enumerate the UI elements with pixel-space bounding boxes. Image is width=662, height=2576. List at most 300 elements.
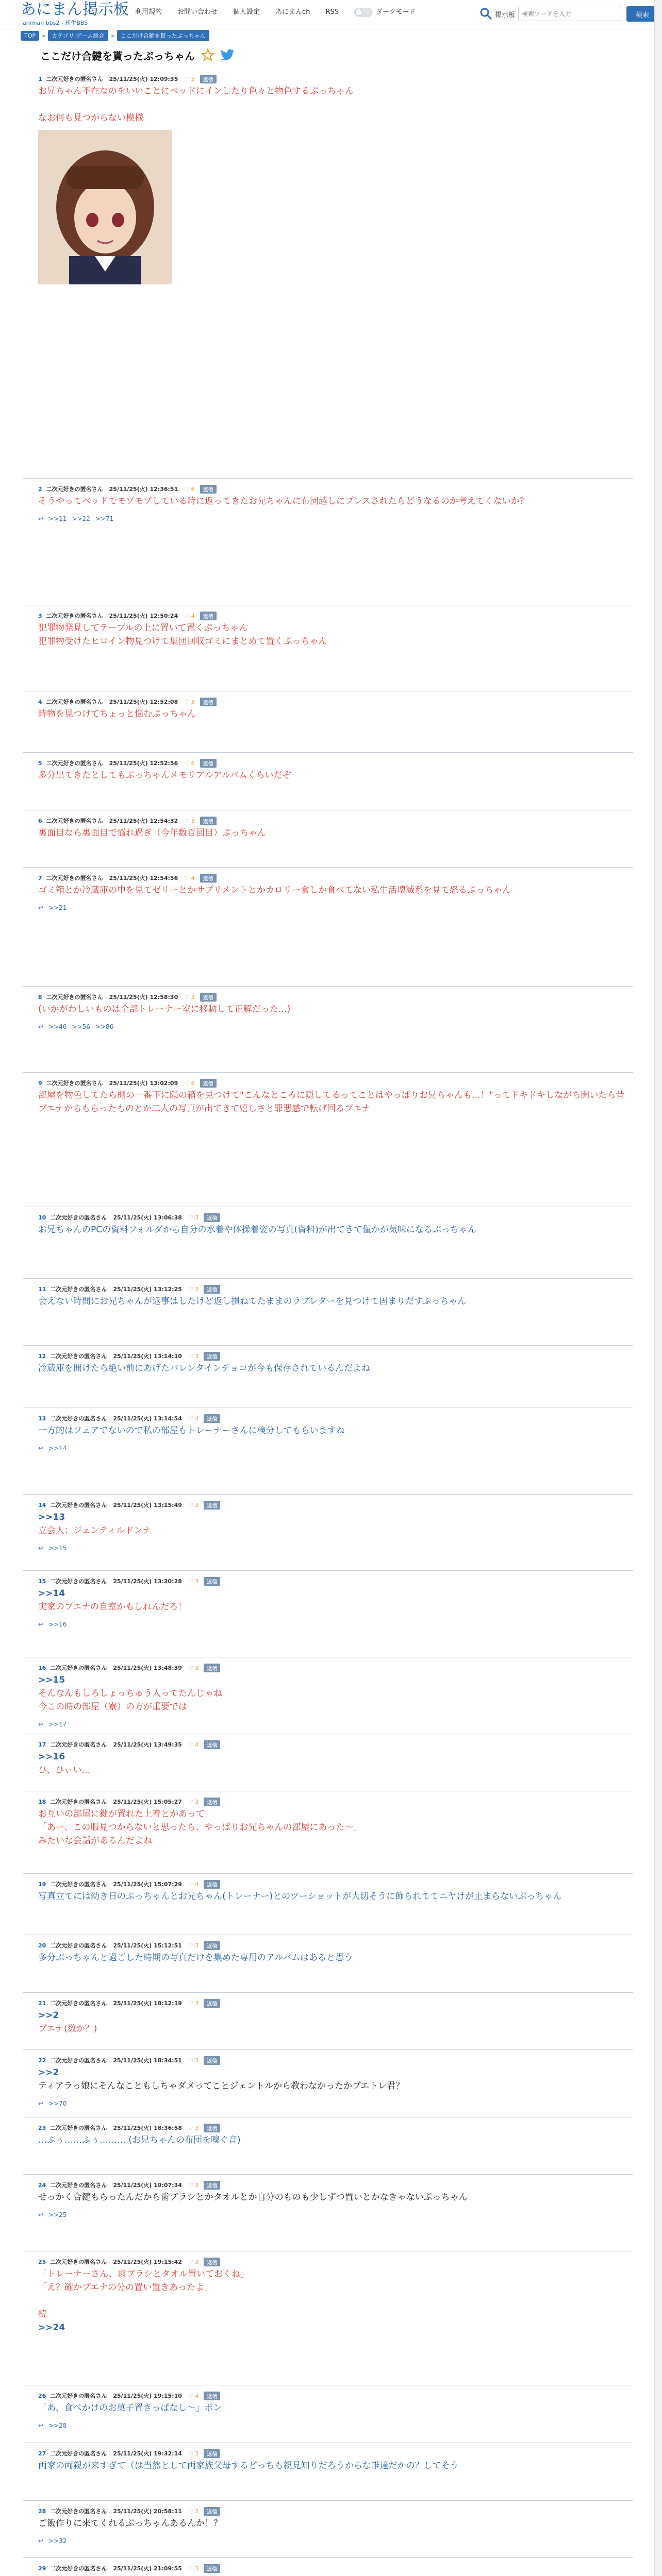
like-number: 3 (195, 1942, 199, 1949)
post-header (23, 1997, 633, 2009)
post-author: 二次元好きの匿名さん (46, 613, 103, 619)
like-count[interactable] (184, 486, 194, 493)
scrollbar[interactable] (654, 0, 662, 2576)
post-number[interactable]: 6 (38, 817, 42, 824)
post-body (38, 769, 633, 782)
like-count[interactable] (184, 76, 194, 82)
reply-link[interactable]: >>17 (48, 1721, 67, 1728)
post-timestamp: 25/11/25(火) 13:14:54 (113, 1415, 182, 1422)
post-number[interactable]: 25 (38, 2258, 46, 2265)
post-line: 犯罪物発見してテーブルの上に置いて置くぷっちゃん (38, 623, 248, 633)
reply-button[interactable]: 返信 (200, 874, 217, 883)
reply-links (38, 1022, 633, 1031)
post-header (23, 1413, 633, 1424)
post-number[interactable]: 9 (38, 1079, 42, 1087)
search-bar (479, 6, 658, 22)
search-icon (479, 7, 493, 21)
post-item (23, 872, 633, 912)
like-count[interactable] (188, 1881, 198, 1888)
reply-arrow-icon: ↩ (38, 904, 44, 911)
post-divider (23, 1345, 633, 1346)
nav-settings[interactable]: 個人設定 (233, 8, 260, 16)
post-body (38, 1750, 633, 1777)
breadcrumb-thread[interactable]: ここだけ合鍵を貰ったぷっちゃん (117, 30, 209, 41)
post-timestamp: 25/11/25(火) 13:06:38 (113, 1214, 182, 1221)
breadcrumb (21, 30, 211, 41)
like-number: 3 (195, 2124, 199, 2131)
post-timestamp: 25/11/25(火) 13:49:35 (113, 1741, 182, 1748)
post-body (38, 1223, 633, 1236)
post-timestamp: 25/11/25(火) 18:36:58 (113, 2125, 182, 2131)
post-body (38, 707, 633, 721)
post-divider (23, 1873, 633, 1874)
post-item (23, 696, 633, 721)
dark-mode-toggle[interactable] (354, 8, 373, 17)
top-nav (135, 7, 431, 18)
post-author: 二次元好きの匿名さん (50, 2182, 107, 2189)
post-author: 二次元好きの匿名さん (50, 1881, 107, 1888)
breadcrumb-top[interactable]: TOP (21, 31, 39, 41)
post-number[interactable]: 13 (38, 1415, 46, 1422)
post-timestamp: 25/11/25(火) 18:34:51 (113, 2057, 182, 2064)
post-line: なお何も見つからない模様 (38, 113, 143, 123)
reply-anchor-link[interactable]: >>24 (38, 2323, 65, 2333)
post-line: 一方的はフェアでないので私の部屋もトレーナーさんに検分してもらいますね (38, 1426, 345, 1436)
post-item (23, 991, 633, 1031)
heart-icon: ♡ (188, 1942, 195, 1949)
post-number[interactable]: 4 (38, 698, 42, 705)
reply-anchor-link[interactable]: >>16 (38, 1752, 65, 1762)
reply-arrow-icon: ↩ (38, 2422, 44, 2429)
like-count[interactable] (188, 1741, 198, 1748)
reply-link[interactable]: >>16 (48, 1621, 67, 1628)
post-number[interactable]: 14 (38, 1501, 46, 1509)
post-author: 二次元好きの匿名さん (50, 2057, 107, 2064)
post-line: 続 (38, 2309, 47, 2319)
post-body (38, 1890, 633, 1903)
heart-icon: ♡ (188, 2507, 195, 2515)
like-number: 5 (191, 75, 195, 82)
post-item (23, 2563, 633, 2576)
post-body (38, 1951, 633, 1964)
like-count[interactable] (188, 2259, 198, 2265)
post-header (23, 2448, 633, 2459)
post-timestamp: 25/11/25(火) 13:12:25 (113, 1286, 182, 1293)
reply-button[interactable]: 返信 (204, 1740, 220, 1749)
heart-icon: ♡ (188, 1415, 195, 1422)
reply-arrow-icon: ↩ (38, 2537, 44, 2545)
reply-button[interactable]: 返信 (204, 2392, 220, 2400)
like-number: 4 (191, 612, 195, 619)
post-number[interactable]: 11 (38, 1285, 46, 1293)
reply-button[interactable]: 返信 (204, 1999, 220, 2008)
post-timestamp: 25/11/25(火) 12:50:24 (109, 613, 178, 619)
breadcrumb-category[interactable]: カテゴリ:ゲーム総合 (48, 30, 108, 41)
post-author: 二次元好きの匿名さん (46, 699, 103, 705)
post-number[interactable]: 29 (38, 2565, 46, 2572)
post-number[interactable]: 21 (38, 1999, 46, 2007)
like-count[interactable] (188, 2000, 198, 2007)
reply-button[interactable]: 返信 (204, 2181, 220, 2190)
like-number: 3 (195, 1285, 199, 1293)
heart-icon: ♡ (188, 2181, 195, 2189)
post-line: 両家の両親が来すぎて（は当然として両家族父母するどっちも親見知りだろうからな誰達だかの？してそう (38, 2461, 459, 2471)
reply-link[interactable]: >>56 (72, 1023, 90, 1030)
post-timestamp: 25/11/25(火) 13:15:49 (113, 1502, 182, 1509)
attached-image[interactable] (38, 130, 172, 284)
post-line: 立会人：ジェンティルドンナ (38, 1526, 152, 1536)
nav-animanch[interactable]: あにまんch (275, 8, 310, 16)
reply-button[interactable]: 返信 (204, 1501, 220, 1510)
post-line: 「え？確かブエナの分の置い置きあったよ」 (38, 2282, 213, 2293)
like-count[interactable] (188, 1578, 198, 1585)
reply-link[interactable]: >>15 (48, 1545, 67, 1552)
like-count[interactable] (188, 1502, 198, 1509)
reply-button[interactable]: 返信 (204, 2258, 220, 2266)
post-number[interactable]: 20 (38, 1942, 46, 1949)
like-count[interactable] (184, 699, 194, 705)
post-line: 「トレーナーさん、歯ブラシとタオル置いておくね」 (38, 2269, 250, 2279)
post-header (23, 1796, 633, 1807)
nav-rss[interactable]: RSS (325, 8, 339, 16)
like-number: 3 (195, 1214, 199, 1221)
post-author: 二次元好きの匿名さん (50, 2508, 107, 2515)
post-item (23, 1575, 633, 1629)
reply-link[interactable]: >>14 (48, 1445, 67, 1452)
post-header (23, 1575, 633, 1587)
like-number: 3 (195, 1664, 199, 1671)
heart-icon: ♡ (188, 2057, 195, 2064)
post-divider (23, 1494, 633, 1495)
heart-icon: ♡ (188, 2392, 195, 2399)
post-timestamp: 25/11/25(火) 13:02:09 (109, 1080, 178, 1087)
like-count[interactable] (188, 2182, 198, 2189)
post-number[interactable]: 2 (38, 485, 42, 493)
like-count[interactable] (188, 1353, 198, 1360)
post-body (38, 2133, 633, 2147)
post-number[interactable]: 7 (38, 874, 42, 882)
post-timestamp: 25/11/25(火) 19:07:34 (113, 2182, 182, 2189)
post-body (38, 1587, 633, 1614)
like-count[interactable] (184, 613, 194, 619)
reply-link[interactable]: >>28 (48, 2422, 67, 2429)
heart-icon: ♡ (184, 1079, 191, 1087)
reply-anchor-link[interactable]: >>2 (38, 2067, 59, 2078)
post-author: 二次元好きの匿名さん (46, 760, 103, 767)
post-line: せっかく合鍵もらったんだから歯ブラシとかタオルとか自分のものも少しずつ置いとかなきゃないぷっちゃん (38, 2192, 468, 2202)
like-number: 3 (195, 1352, 199, 1360)
post-header (23, 2505, 633, 2517)
reply-button[interactable]: 返信 (204, 1285, 220, 1294)
post-header (23, 1350, 633, 1362)
post-body (38, 2401, 633, 2415)
post-divider (23, 1570, 633, 1571)
post-author: 二次元好きの匿名さん (50, 1799, 107, 1805)
post-author: 二次元好きの匿名さん (46, 875, 103, 882)
post-header (23, 757, 633, 769)
reply-button[interactable]: 返信 (204, 2449, 220, 2458)
post-body (38, 1511, 633, 1537)
reply-link[interactable]: >>22 (72, 515, 90, 522)
post-author: 二次元好きの匿名さん (50, 1353, 107, 1360)
post-number[interactable]: 27 (38, 2450, 46, 2457)
site-title: あにまん掲示板 (21, 1, 129, 19)
reply-arrow-icon: ↩ (38, 1621, 44, 1628)
reply-button[interactable]: 返信 (204, 1213, 220, 1222)
post-item (23, 483, 633, 523)
like-number: 3 (191, 817, 195, 824)
reply-arrow-icon: ↩ (38, 1023, 44, 1030)
like-count[interactable] (188, 1415, 198, 1422)
heart-icon: ♡ (188, 1501, 195, 1509)
post-body (38, 1807, 633, 1848)
reply-anchor-link[interactable]: >>13 (38, 1512, 65, 1522)
post-body (38, 2066, 633, 2093)
reply-button[interactable]: 返信 (200, 698, 217, 706)
post-header (23, 483, 633, 495)
post-line (38, 2294, 633, 2308)
post-divider (23, 2500, 633, 2501)
reply-links (38, 903, 633, 912)
reply-button[interactable]: 返信 (204, 1798, 220, 1806)
post-number[interactable]: 22 (38, 2057, 46, 2064)
reply-link[interactable]: >>25 (48, 2211, 67, 2218)
like-count[interactable] (188, 2057, 198, 2064)
post-author: 二次元好きの匿名さん (50, 1741, 107, 1748)
post-item (23, 757, 633, 782)
like-number: 3 (195, 2181, 199, 2189)
heart-icon: ♡ (188, 1352, 195, 1360)
like-number: 4 (191, 874, 195, 882)
like-count[interactable] (188, 2565, 198, 2572)
like-number: 3 (195, 1501, 199, 1509)
reply-button[interactable]: 返信 (200, 485, 217, 494)
like-count[interactable] (184, 994, 194, 1001)
site-logo[interactable] (21, 1, 129, 27)
search-scope-label: 掲示板 (495, 11, 516, 19)
nav-terms[interactable]: 利用規約 (135, 8, 162, 16)
post-timestamp: 25/11/25(火) 13:20:28 (113, 1578, 182, 1585)
reply-anchor-link[interactable] (38, 2574, 633, 2576)
post-number[interactable]: 5 (38, 759, 42, 767)
like-number: 3 (195, 1798, 199, 1805)
heart-icon: ♡ (188, 1880, 195, 1888)
post-header (23, 1878, 633, 1890)
post-number[interactable]: 1 (38, 75, 42, 82)
post-timestamp: 25/11/25(火) 12:52:08 (109, 699, 178, 705)
like-count[interactable] (188, 1286, 198, 1293)
like-number: 6 (191, 759, 195, 767)
post-body (38, 1362, 633, 1375)
post-line: そんなんもしろしょっちゅう入ってたんじゃね (38, 1688, 222, 1699)
post-divider (23, 2049, 633, 2050)
post-body (38, 2517, 633, 2530)
reply-button[interactable]: 返信 (204, 1880, 220, 1889)
post-author: 二次元好きの匿名さん (46, 76, 103, 82)
heart-icon: ♡ (188, 1664, 195, 1671)
reply-links (38, 1544, 633, 1553)
reply-button[interactable]: 返信 (200, 75, 217, 83)
post-number[interactable]: 3 (38, 612, 42, 619)
reply-button[interactable]: 返信 (204, 2124, 220, 2132)
post-number[interactable]: 18 (38, 1798, 46, 1805)
reply-link[interactable]: >>32 (48, 2537, 67, 2545)
reply-links (38, 1620, 633, 1629)
nav-contact[interactable]: お問い合わせ (177, 8, 218, 16)
post-body (38, 2191, 633, 2204)
post-header (23, 1283, 633, 1295)
reply-button[interactable]: 返信 (204, 2564, 220, 2573)
post-header (23, 2179, 633, 2191)
heart-icon: ♡ (184, 759, 191, 767)
post-divider (23, 867, 633, 868)
post-author: 二次元好きの匿名さん (50, 2125, 107, 2131)
post-line: ティアラっ娘にそんなこともしちゃダメってことジェントルから教わなかったかブエトレ君？ (38, 2081, 405, 2091)
reply-button[interactable]: 返信 (200, 993, 217, 1002)
post-item (23, 1413, 633, 1453)
like-count[interactable] (188, 1214, 198, 1221)
post-number[interactable]: 28 (38, 2507, 46, 2515)
like-count[interactable] (188, 2450, 198, 2457)
reply-link[interactable]: >>71 (95, 515, 114, 522)
post-divider (23, 1992, 633, 1993)
breadcrumb-separator: > (41, 32, 46, 39)
post-line: 裏面目なら裏面目で悩れ過ぎ（今年数百回目）ぷっちゃん (38, 828, 266, 838)
heart-icon: ♡ (188, 1741, 195, 1748)
thread-header (23, 42, 633, 68)
post-line: 多分出てきたとしてもぷっちゃんメモリアルアルバムくらいだぞ (38, 770, 291, 781)
like-count[interactable] (188, 1942, 198, 1949)
like-count[interactable] (184, 875, 194, 882)
reply-arrow-icon: ↩ (38, 2100, 44, 2107)
post-body (38, 2009, 633, 2036)
post-divider (23, 986, 633, 987)
post-number[interactable]: 15 (38, 1578, 46, 1585)
post-timestamp: 25/11/25(火) 19:15:42 (113, 2259, 182, 2265)
post-timestamp: 25/11/25(火) 13:14:10 (113, 1353, 182, 1360)
post-item (23, 2390, 633, 2430)
post-line: ゴミ箱とか冷蔵庫の中を見てゼリーとかサプリメントとかカロリー食しか食べてない私生活壊滅系を見て怒るぷっちゃん (38, 885, 511, 895)
reply-arrow-icon: ↩ (38, 1545, 44, 1552)
reply-button[interactable]: 返信 (200, 612, 217, 620)
reply-arrow-icon: ↩ (38, 1445, 44, 1452)
post-line: (いかがわしいものは全部トレーナー室に移動して正解だった…) (38, 1004, 291, 1014)
post-number[interactable]: 23 (38, 2124, 46, 2131)
reply-link[interactable]: >>46 (48, 1023, 67, 1030)
reply-button[interactable]: 返信 (204, 1664, 220, 1672)
reply-anchor-link[interactable]: >>15 (38, 1675, 65, 1685)
like-number: 3 (195, 2258, 199, 2265)
like-count[interactable] (188, 2508, 198, 2515)
reply-button[interactable]: 返信 (204, 1352, 220, 1361)
like-count[interactable] (184, 760, 194, 767)
like-number: 4 (195, 1415, 199, 1422)
post-item (23, 2448, 633, 2472)
reply-link[interactable]: >>86 (95, 1023, 114, 1030)
post-timestamp: 25/11/25(火) 13:48:39 (113, 1665, 182, 1671)
post-number[interactable]: 19 (38, 1880, 46, 1888)
character-portrait-image (38, 130, 172, 284)
post-header (23, 610, 633, 621)
like-count[interactable] (184, 818, 194, 824)
like-number: 4 (195, 2392, 199, 2399)
post-item (23, 2256, 633, 2334)
post-timestamp: 25/11/25(火) 12:09:35 (109, 76, 178, 82)
heart-icon: ♡ (184, 817, 191, 824)
reply-link[interactable]: >>70 (48, 2100, 67, 2107)
reply-button[interactable]: 返信 (200, 759, 217, 768)
reply-button[interactable]: 返信 (200, 1079, 217, 1088)
post-line: お兄ちゃんのPCの資料フォルダから自分の水着や体操着姿の写真(資料)が出てきて僅かが気味になるぷっちゃん (38, 1225, 476, 1235)
post-item (23, 1662, 633, 1729)
post-timestamp: 25/11/25(火) 12:36:51 (109, 486, 178, 493)
like-number: 4 (195, 1880, 199, 1888)
reply-button[interactable]: 返信 (204, 2056, 220, 2065)
reply-link[interactable]: >>11 (48, 515, 67, 522)
post-number[interactable]: 10 (38, 1214, 46, 1221)
reply-button[interactable]: 返信 (204, 1414, 220, 1423)
like-count[interactable] (188, 1799, 198, 1805)
reply-anchor-link[interactable]: >>2 (38, 2010, 59, 2021)
post-number[interactable]: 24 (38, 2181, 46, 2189)
twitter-bird-icon[interactable] (221, 49, 235, 61)
post-author: 二次元好きの匿名さん (50, 1286, 107, 1293)
like-count[interactable] (188, 2125, 198, 2131)
heart-icon: ♡ (188, 1214, 195, 1221)
post-item (23, 1940, 633, 1964)
post-item (23, 1878, 633, 1903)
post-number[interactable]: 8 (38, 993, 42, 1001)
post-divider (23, 752, 633, 753)
like-count[interactable] (184, 1080, 194, 1087)
post-item (23, 610, 633, 648)
post-body (38, 84, 633, 125)
reply-links (38, 514, 633, 523)
post-header (23, 696, 633, 707)
reply-button[interactable]: 返信 (204, 1941, 220, 1950)
post-line: 「あ、食べかけのお菓子置きっぱなし〜」ポン (38, 2403, 222, 2413)
like-count[interactable] (188, 1665, 198, 1671)
page-title: ここだけ合鍵を貰ったぷっちゃん (40, 49, 195, 62)
post-number[interactable]: 26 (38, 2392, 46, 2399)
heart-icon: ♡ (188, 1578, 195, 1585)
post-item (23, 1077, 633, 1115)
post-body (38, 1673, 633, 1714)
post-number[interactable]: 17 (38, 1741, 46, 1748)
search-button[interactable]: 検索 (626, 6, 658, 22)
post-author: 二次元好きの匿名さん (50, 2000, 107, 2007)
post-number[interactable]: 16 (38, 1664, 46, 1671)
post-body (38, 1424, 633, 1437)
post-body (38, 826, 633, 840)
post-body (38, 1089, 633, 1115)
post-number[interactable]: 12 (38, 1352, 46, 1360)
post-item (23, 815, 633, 840)
post-line: 部屋を物色してたら棚の一番下に隠の箱を見つけて"こんなところに隠してるってことはやっぱりお兄ちゃんも…！"ってドキドキしながら開いたら昔ブエナからもらったものとか二人の写真が出てきて嬉しさと罪悪感で転げ回るブエナ (38, 1090, 625, 1114)
site-header (0, 0, 662, 29)
like-number: 3 (191, 698, 195, 705)
like-count[interactable] (188, 2393, 198, 2399)
reply-button[interactable]: 返信 (204, 1577, 220, 1586)
favorite-star-icon[interactable] (201, 48, 214, 62)
post-timestamp: 25/11/25(火) 12:54:56 (109, 875, 178, 882)
reply-anchor-link[interactable]: >>14 (38, 1588, 65, 1599)
reply-link[interactable]: >>21 (48, 904, 67, 911)
reply-button[interactable]: 返信 (200, 817, 217, 825)
post-header (23, 1077, 633, 1089)
search-input[interactable] (518, 7, 621, 21)
reply-button[interactable]: 返信 (204, 2507, 220, 2516)
